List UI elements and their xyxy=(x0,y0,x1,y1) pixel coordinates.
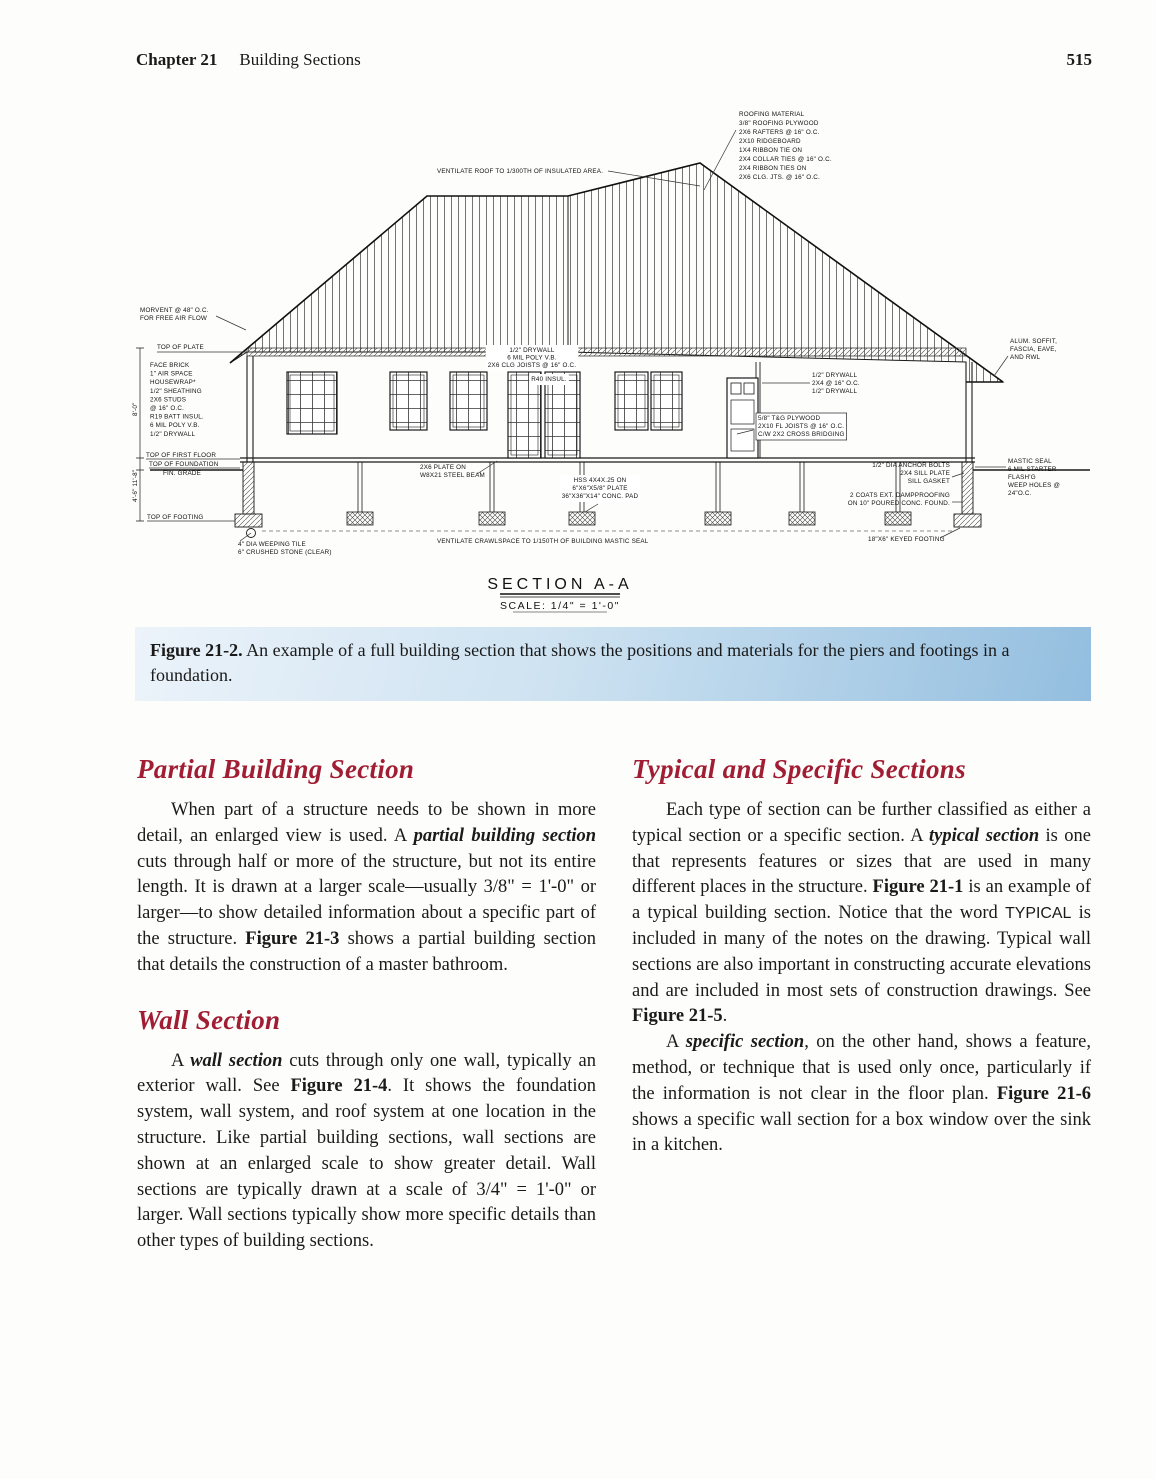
drawing-annotation xyxy=(872,462,964,485)
svg-text:FLASH'G: FLASH'G xyxy=(1008,474,1036,481)
svg-text:ALUM. SOFFIT,: ALUM. SOFFIT, xyxy=(1010,338,1058,345)
drawing-annotation xyxy=(848,492,962,507)
drawing-annotation xyxy=(420,461,497,479)
drawing-annotation xyxy=(163,470,201,477)
drawing-annotation xyxy=(560,475,641,512)
figure-caption xyxy=(135,627,1091,701)
ceiling-band xyxy=(247,348,966,356)
drawing-annotation xyxy=(132,402,139,416)
page-number: 515 xyxy=(1066,50,1092,69)
svg-text:2X4 @ 16" O.C.: 2X4 @ 16" O.C. xyxy=(812,380,860,387)
svg-text:2X4 SILL PLATE: 2X4 SILL PLATE xyxy=(900,470,950,477)
svg-text:TOP OF PLATE: TOP OF PLATE xyxy=(157,344,204,351)
svg-text:R19 BATT INSUL.: R19 BATT INSUL. xyxy=(150,413,204,421)
svg-text:18"X6" KEYED FOOTING: 18"X6" KEYED FOOTING xyxy=(868,536,945,543)
drawing-annotation xyxy=(149,461,240,468)
drawing-annotation xyxy=(529,374,569,385)
svg-text:2X10 RIDGEBOARD: 2X10 RIDGEBOARD xyxy=(739,138,801,145)
svg-text:1/2" DIA ANCHOR BOLTS: 1/2" DIA ANCHOR BOLTS xyxy=(872,462,950,469)
svg-text:2X6 CLG JOISTS @ 16" O.C.: 2X6 CLG JOISTS @ 16" O.C. xyxy=(487,362,577,370)
drawing-annotation xyxy=(150,362,204,438)
svg-text:1/2" SHEATHING: 1/2" SHEATHING xyxy=(150,387,202,395)
svg-text:2X6 CLG. JTS. @ 16" O.C.: 2X6 CLG. JTS. @ 16" O.C. xyxy=(739,174,820,181)
svg-text:24"O.C.: 24"O.C. xyxy=(1008,490,1032,497)
drawing-annotation xyxy=(157,344,252,352)
svg-text:R40 INSUL.: R40 INSUL. xyxy=(531,376,567,383)
svg-text:6"X6"X5/8" PLATE: 6"X6"X5/8" PLATE xyxy=(572,485,628,492)
svg-text:8'-0": 8'-0" xyxy=(132,402,139,416)
svg-text:5/8" T&G PLYWOOD: 5/8" T&G PLYWOOD xyxy=(758,415,821,422)
svg-text:4" DIA WEEPING TILE: 4" DIA WEEPING TILE xyxy=(238,541,306,548)
section-drawing xyxy=(0,100,1156,620)
text-column xyxy=(632,752,1091,1255)
svg-text:ROOFING MATERIAL: ROOFING MATERIAL xyxy=(739,111,805,118)
drawing-annotation xyxy=(132,470,139,502)
drawing-annotation xyxy=(140,307,246,330)
drawing-annotation xyxy=(486,345,579,371)
svg-text:2X4 RIBBON TIES ON: 2X4 RIBBON TIES ON xyxy=(739,165,807,172)
svg-text:3/8" ROOFING PLYWOOD: 3/8" ROOFING PLYWOOD xyxy=(739,120,819,127)
svg-text:2X6 STUDS: 2X6 STUDS xyxy=(150,396,187,404)
svg-text:6 MIL STARTER: 6 MIL STARTER xyxy=(1008,466,1057,473)
svg-text:C/W 2X2 CROSS BRIDGING: C/W 2X2 CROSS BRIDGING xyxy=(758,431,845,438)
chapter-label: Chapter 21 xyxy=(136,50,218,69)
running-head xyxy=(136,50,1092,70)
svg-text:TOP OF FIRST FLOOR: TOP OF FIRST FLOOR xyxy=(146,452,217,459)
svg-text:FACE BRICK: FACE BRICK xyxy=(150,362,190,369)
drawing-annotation xyxy=(704,111,832,190)
section-heading: Partial Building Section xyxy=(137,754,415,784)
svg-text:HOUSEWRAP*: HOUSEWRAP* xyxy=(150,379,196,387)
svg-text:VENTILATE ROOF TO 1/300TH OF I: VENTILATE ROOF TO 1/300TH OF INSULATED AREA. xyxy=(437,168,604,175)
drawing-annotation xyxy=(994,338,1057,376)
svg-text:1" AIR SPACE: 1" AIR SPACE xyxy=(150,370,193,378)
chapter-title: Building Sections xyxy=(239,50,361,69)
svg-text:VENTILATE CRAWLSPACE TO 1/150T: VENTILATE CRAWLSPACE TO 1/150TH OF BUILDING MASTIC SEAL xyxy=(437,538,649,545)
svg-text:1/2" DRYWALL: 1/2" DRYWALL xyxy=(150,430,196,438)
svg-text:2X6 RAFTERS @ 16" O.C.: 2X6 RAFTERS @ 16" O.C. xyxy=(739,129,820,136)
body-paragraph: A specific section, on the other hand, shows a feature, method, or technique that is used only once, particularly if the information is not clear in the floor plan. Figure 21-6 shows a specific wall section for a box window over the sink in a kitchen. xyxy=(632,1032,1092,1156)
svg-text:2X4 COLLAR TIES @ 16" O.C.: 2X4 COLLAR TIES @ 16" O.C. xyxy=(739,156,832,163)
svg-text:1/2" DRYWALL: 1/2" DRYWALL xyxy=(812,372,858,379)
svg-text:1/2" DRYWALL: 1/2" DRYWALL xyxy=(812,388,858,395)
svg-text:36"X36"X14" CONC. PAD: 36"X36"X14" CONC. PAD xyxy=(561,493,639,500)
drawing-annotation xyxy=(437,538,649,545)
svg-text:FASCIA, EAVE,: FASCIA, EAVE, xyxy=(1010,346,1057,353)
section-heading: Typical and Specific Sections xyxy=(632,754,966,784)
text-column xyxy=(137,752,596,1255)
svg-text:FOR FREE AIR FLOW: FOR FREE AIR FLOW xyxy=(140,315,208,322)
svg-text:MASTIC SEAL: MASTIC SEAL xyxy=(1008,458,1052,465)
body-paragraph: When part of a structure needs to be shown in more detail, an enlarged view is used. A partial building section cuts through half or more of the structure, but not its entire length. It is drawn at a larger scale—usually 3/8" = 1'-0" or larger—to show detailed information about a specific part of the structure. Figure 21-3 shows a partial building section that details the construction of a master bathroom. xyxy=(137,800,596,975)
svg-text:W8X21 STEEL BEAM: W8X21 STEEL BEAM xyxy=(420,472,485,479)
svg-text:6 MIL POLY V.B.: 6 MIL POLY V.B. xyxy=(150,422,200,430)
drawing-annotation xyxy=(868,528,960,543)
figure-caption-text: An example of a full building section that shows the positions and materials for the piers and footings in a foundation. xyxy=(150,640,1010,685)
drawing-title: SECTION A-A xyxy=(487,576,633,593)
drawing-title-block xyxy=(487,576,632,612)
svg-text:FIN. GRADE: FIN. GRADE xyxy=(163,470,202,477)
svg-text:SILL GASKET: SILL GASKET xyxy=(907,478,950,485)
svg-text:2 COATS EXT. DAMPPROOFING: 2 COATS EXT. DAMPPROOFING xyxy=(849,492,950,499)
drawing-annotation xyxy=(146,452,240,459)
chapter-heading xyxy=(136,50,361,70)
drawing-annotation xyxy=(762,372,860,395)
drawing-annotation xyxy=(975,458,1060,497)
svg-text:1/2" DRYWALL: 1/2" DRYWALL xyxy=(509,347,555,354)
svg-text:MORVENT @ 48" O.C.: MORVENT @ 48" O.C. xyxy=(140,307,209,314)
svg-text:TOP OF FOOTING: TOP OF FOOTING xyxy=(147,514,204,521)
figure-caption-label: Figure 21-2. xyxy=(150,640,243,660)
walls-and-floor xyxy=(240,356,975,462)
body-paragraph: A wall section cuts through only one wall, typically an exterior wall. See Figure 21-4. It shows the foundation system, wall system, and roof system at one location in the structure. Like partial building sections, wall sections are shown at an enlarged scale to show greater detail. Wall sections are typically drawn at a scale of 3/4" = 1'-0" or larger. Wall sections typically show more specific details than other types of building sections. xyxy=(137,1050,597,1252)
svg-text:TOP OF FOUNDATION: TOP OF FOUNDATION xyxy=(149,461,219,468)
drawing-scale: SCALE: 1/4" = 1'-0" xyxy=(500,600,620,612)
svg-text:AND RWL: AND RWL xyxy=(1010,354,1041,361)
drawing-annotation xyxy=(238,533,332,556)
svg-text:@ 16" O.C.: @ 16" O.C. xyxy=(150,405,185,412)
svg-text:6 MIL POLY V.B.: 6 MIL POLY V.B. xyxy=(507,354,557,362)
article xyxy=(137,752,1091,1255)
body-paragraph: Each type of section can be further classified as either a typical section or a specific section. A typical section is one that represents features or sizes that are used in many different places in the structure. Figure 21-1 is an example of a typical building section. Notice that the word TYPICAL is included in many of the notes on the drawing. Typical wall sections are also important in constructing accurate elevations and are included in most sets of construction drawings. See Figure 21-5. xyxy=(632,800,1091,1027)
svg-text:2X6 PLATE ON: 2X6 PLATE ON xyxy=(420,464,467,471)
svg-text:1X4 RIBBON TIE ON: 1X4 RIBBON TIE ON xyxy=(739,147,803,154)
svg-text:ON 10" POURED CONC. FOUND.: ON 10" POURED CONC. FOUND. xyxy=(847,500,950,507)
svg-text:HSS 4X4X.25 ON: HSS 4X4X.25 ON xyxy=(573,477,627,484)
drawing-annotation xyxy=(147,514,235,521)
svg-text:2X10 FL JOISTS @ 16" O.C.: 2X10 FL JOISTS @ 16" O.C. xyxy=(758,423,845,430)
section-heading: Wall Section xyxy=(137,1004,281,1035)
windows-and-doors xyxy=(287,372,758,458)
svg-text:6" CRUSHED STONE (CLEAR): 6" CRUSHED STONE (CLEAR) xyxy=(238,549,332,556)
svg-text:4'-6" 11'-8": 4'-6" 11'-8" xyxy=(132,469,139,502)
svg-text:WEEP HOLES @: WEEP HOLES @ xyxy=(1008,482,1061,489)
